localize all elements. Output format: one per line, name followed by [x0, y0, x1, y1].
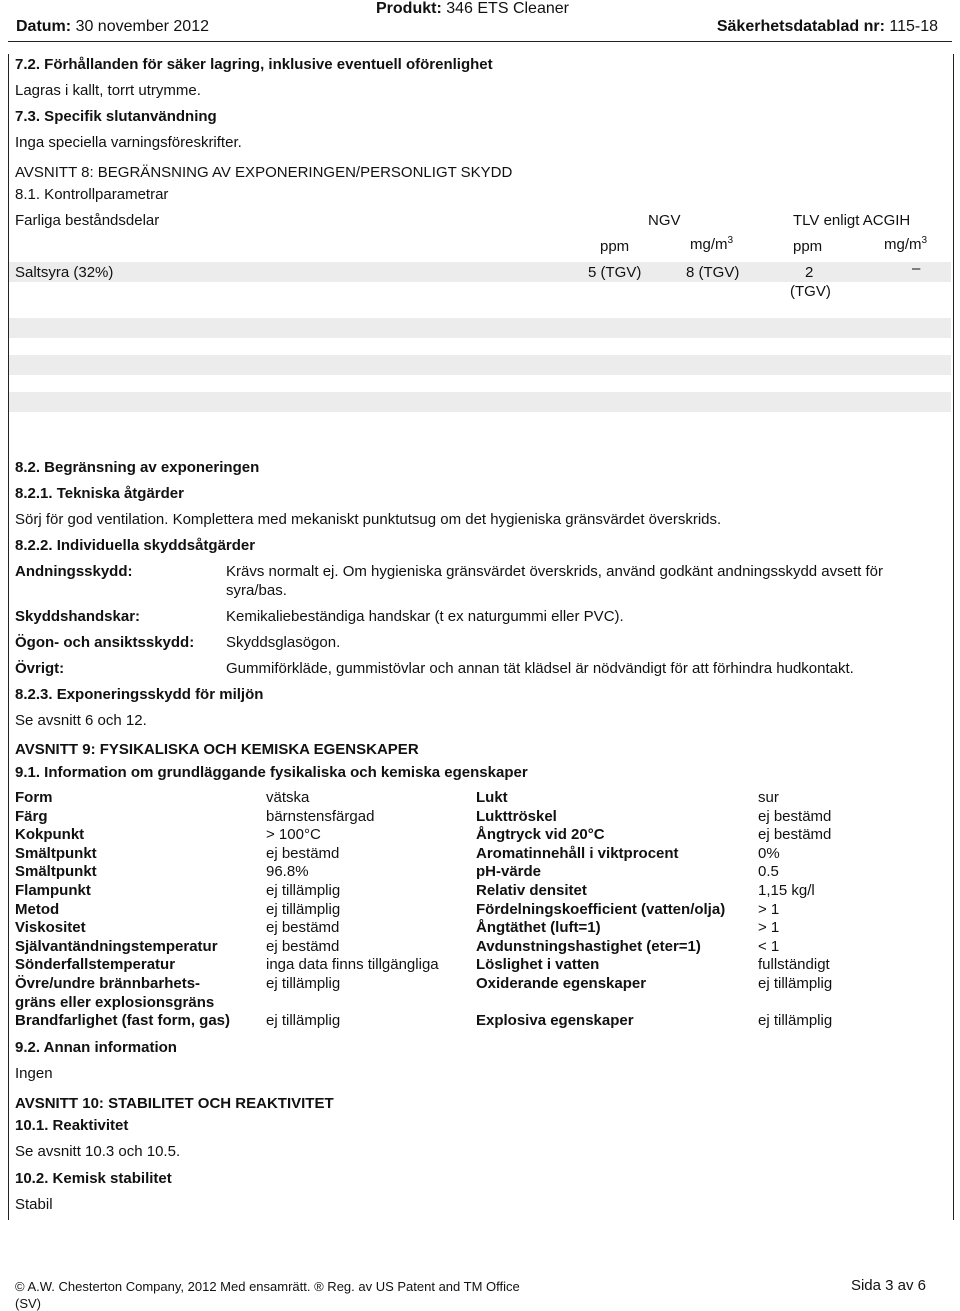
property-label: Viskositet	[15, 919, 86, 937]
text-8-2-3: Se avsnitt 6 och 12.	[15, 712, 147, 729]
col-component: Farliga beståndsdelar	[15, 212, 160, 229]
property-label: Självantändningstemperatur	[15, 937, 218, 955]
property-value: inga data finns tillgängliga	[266, 956, 439, 974]
property-value: ej tillämplig	[266, 1012, 341, 1030]
header-sds	[717, 18, 938, 36]
property-value: 0%	[758, 844, 780, 862]
property-label: Löslighet i vatten	[476, 956, 600, 974]
text-other: Gummiförkläde, gummistövlar och annan tät klädsel är nödvändigt för att förhindra hudkontakt.	[226, 660, 854, 677]
heading-7-2: 7.2. Förhållanden för säker lagring, inklusive eventuell oförenlighet	[15, 56, 493, 73]
property-value: > 1	[758, 900, 780, 918]
table-row	[15, 789, 938, 808]
property-value: ej tillämplig	[266, 881, 341, 899]
property-value: fullständigt	[758, 956, 830, 974]
table-row	[15, 956, 938, 975]
label-respiratory: Andningsskydd:	[15, 563, 133, 580]
footer-copyright-text: © A.W. Chesterton Company, 2012 Med ensamrätt.	[15, 1279, 311, 1294]
table-row	[15, 938, 938, 957]
text-8-2-1: Sörj för god ventilation. Komplettera med mekaniskt punktutsug om det hygieniska gränsvärdet överskrids.	[15, 511, 722, 528]
row-band-3	[9, 355, 951, 375]
header-date	[16, 18, 209, 36]
text-respiratory-2: syra/bas.	[226, 582, 287, 599]
property-value: ej tillämplig	[266, 900, 341, 918]
header-product-label: Produkt:	[376, 0, 442, 17]
unit-ngv-mg: $mg/m^3$	[690, 235, 734, 253]
property-label: Metod	[15, 900, 60, 918]
property-label: Brandfarlighet (fast form, gas)	[15, 1012, 231, 1030]
row-saltsyra-ngv-ppm: 5 (TGV)	[588, 264, 642, 281]
table-row	[15, 863, 938, 882]
property-value: ej bestämd	[266, 937, 340, 955]
property-label: Övre/undre brännbarhets- gräns eller explosionsgräns	[15, 974, 215, 1011]
col-tlv: TLV enligt ACGIH	[793, 212, 911, 229]
property-value: ej bestämd	[758, 807, 832, 825]
table-row	[15, 845, 938, 864]
heading-7-3: 7.3. Specifik slutanvändning	[15, 108, 217, 125]
header-sds-label: Säkerhetsdatablad nr:	[716, 18, 885, 35]
property-value: ej bestämd	[266, 844, 340, 862]
property-label: Explosiva egenskaper	[476, 1012, 634, 1030]
header-rule	[8, 41, 952, 42]
row-saltsyra-tlv-ppm-2: (TGV)	[790, 283, 831, 300]
property-value: vätska	[266, 789, 310, 806]
property-label: Kokpunkt	[15, 826, 85, 844]
property-label: Lukttröskel	[476, 807, 557, 825]
row-band-2	[9, 318, 951, 338]
text-7-3: Inga speciella varningsföreskrifter.	[15, 134, 242, 151]
table-row	[15, 1012, 938, 1031]
property-label: Form	[15, 789, 53, 806]
row-saltsyra-tlv-ppm-1: 2	[805, 264, 814, 281]
property-label: Lukt	[476, 789, 508, 806]
table-row	[15, 975, 938, 1012]
property-value: ej tillämplig	[758, 1012, 833, 1030]
property-value: bärnstensfärgad	[266, 807, 375, 825]
property-label: Aromatinnehåll i viktprocent	[476, 844, 679, 862]
header-sds-value: 115-18	[889, 18, 938, 35]
property-value: 1,15 kg/l	[758, 881, 815, 899]
property-value: ej bestämd	[266, 919, 340, 937]
label-other: Övrigt:	[15, 660, 65, 677]
property-label: Avdunstningshastighet (eter=1)	[476, 937, 701, 955]
table-row	[15, 808, 938, 827]
heading-9-1: 9.1. Information om grundläggande fysikaliska och kemiska egenskaper	[15, 764, 528, 781]
property-label: Ångtryck vid 20°C	[476, 826, 605, 844]
heading-10-1: 10.1. Reaktivitet	[15, 1117, 129, 1134]
property-value: 96.8%	[266, 863, 309, 881]
section-10-title: AVSNITT 10: STABILITET OCH REAKTIVITET	[15, 1095, 334, 1112]
property-value: ej bestämd	[758, 826, 832, 844]
table-row	[15, 901, 938, 920]
header-date-value: 30 november 2012	[75, 18, 209, 35]
header-product	[376, 0, 569, 18]
text-gloves: Kemikaliebeständiga handskar (t ex naturgummi eller PVC).	[226, 608, 624, 625]
text-10-1: Se avsnitt 10.3 och 10.5.	[15, 1143, 181, 1160]
property-value: < 1	[758, 937, 780, 955]
col-ngv: NGV	[648, 212, 681, 229]
unit-tlv-mg: $mg/m^3$	[884, 235, 928, 253]
footer-lang: (SV)	[15, 1296, 41, 1311]
header-date-label: Datum:	[16, 18, 72, 35]
heading-8-1: 8.1. Kontrollparametrar	[15, 186, 169, 203]
unit-ngv-ppm: ppm	[600, 238, 630, 255]
text-9-2: Ingen	[15, 1065, 53, 1082]
footer-copyright	[15, 1279, 520, 1294]
property-label: pH-värde	[476, 863, 542, 881]
unit-tlv-ppm: ppm	[793, 238, 823, 255]
text-respiratory-1: Krävs normalt ej. Om hygieniska gränsvärdet överskrids, använd godkänt andningsskydd avsett för	[226, 563, 883, 580]
row-saltsyra-name: Saltsyra (32%)	[15, 264, 114, 281]
heading-8-2-1: 8.2.1. Tekniska åtgärder	[15, 485, 184, 502]
property-label: Fördelningskoefficient (vatten/olja)	[476, 900, 726, 918]
text-7-2: Lagras i kallt, torrt utrymme.	[15, 82, 201, 99]
text-eye: Skyddsglasögon.	[226, 634, 341, 651]
footer-reg-text: ® Reg. av US Patent and TM Office	[314, 1279, 520, 1294]
heading-9-2: 9.2. Annan information	[15, 1039, 177, 1056]
property-label: Relativ densitet	[476, 881, 587, 899]
table-row	[15, 882, 938, 901]
property-label: Färg	[15, 807, 48, 825]
physical-properties-table	[15, 789, 938, 1031]
property-value: sur	[758, 789, 779, 806]
property-label: Sönderfallstemperatur	[15, 956, 176, 974]
footer-page: Sida 3 av 6	[850, 1277, 926, 1294]
header-product-value: 346 ETS Cleaner	[446, 0, 569, 17]
heading-8-2-2: 8.2.2. Individuella skyddsåtgärder	[15, 537, 256, 554]
property-label: Flampunkt	[15, 881, 91, 899]
property-label: Smältpunkt	[15, 844, 97, 862]
section-9-title: AVSNITT 9: FYSIKALISKA OCH KEMISKA EGENSKAPER	[15, 741, 419, 758]
heading-8-2-3: 8.2.3. Exponeringsskydd för miljön	[15, 686, 264, 703]
text-10-2: Stabil	[15, 1196, 53, 1213]
label-eye: Ögon- och ansiktsskydd:	[15, 634, 195, 651]
row-band-4	[9, 392, 951, 412]
property-value: ej tillämplig	[758, 974, 833, 992]
property-value: 0.5	[758, 863, 779, 881]
label-gloves: Skyddshandskar:	[15, 608, 141, 625]
row-saltsyra-ngv-mg: 8 (TGV)	[686, 264, 740, 281]
table-row	[15, 919, 938, 938]
row-saltsyra-tlv-mg: –	[912, 260, 921, 277]
heading-8-2: 8.2. Begränsning av exponeringen	[15, 459, 260, 476]
property-value: > 100°C	[266, 826, 321, 844]
property-label: Ångtäthet (luft=1)	[476, 919, 601, 937]
heading-10-2: 10.2. Kemisk stabilitet	[15, 1170, 172, 1187]
table-row	[15, 826, 938, 845]
property-label: Smältpunkt	[15, 863, 97, 881]
property-label: Oxiderande egenskaper	[476, 974, 647, 992]
property-value: > 1	[758, 919, 780, 937]
property-value: ej tillämplig	[266, 974, 341, 992]
section-8-title: AVSNITT 8: BEGRÄNSNING AV EXPONERINGEN/PERSONLIGT SKYDD	[15, 164, 513, 181]
